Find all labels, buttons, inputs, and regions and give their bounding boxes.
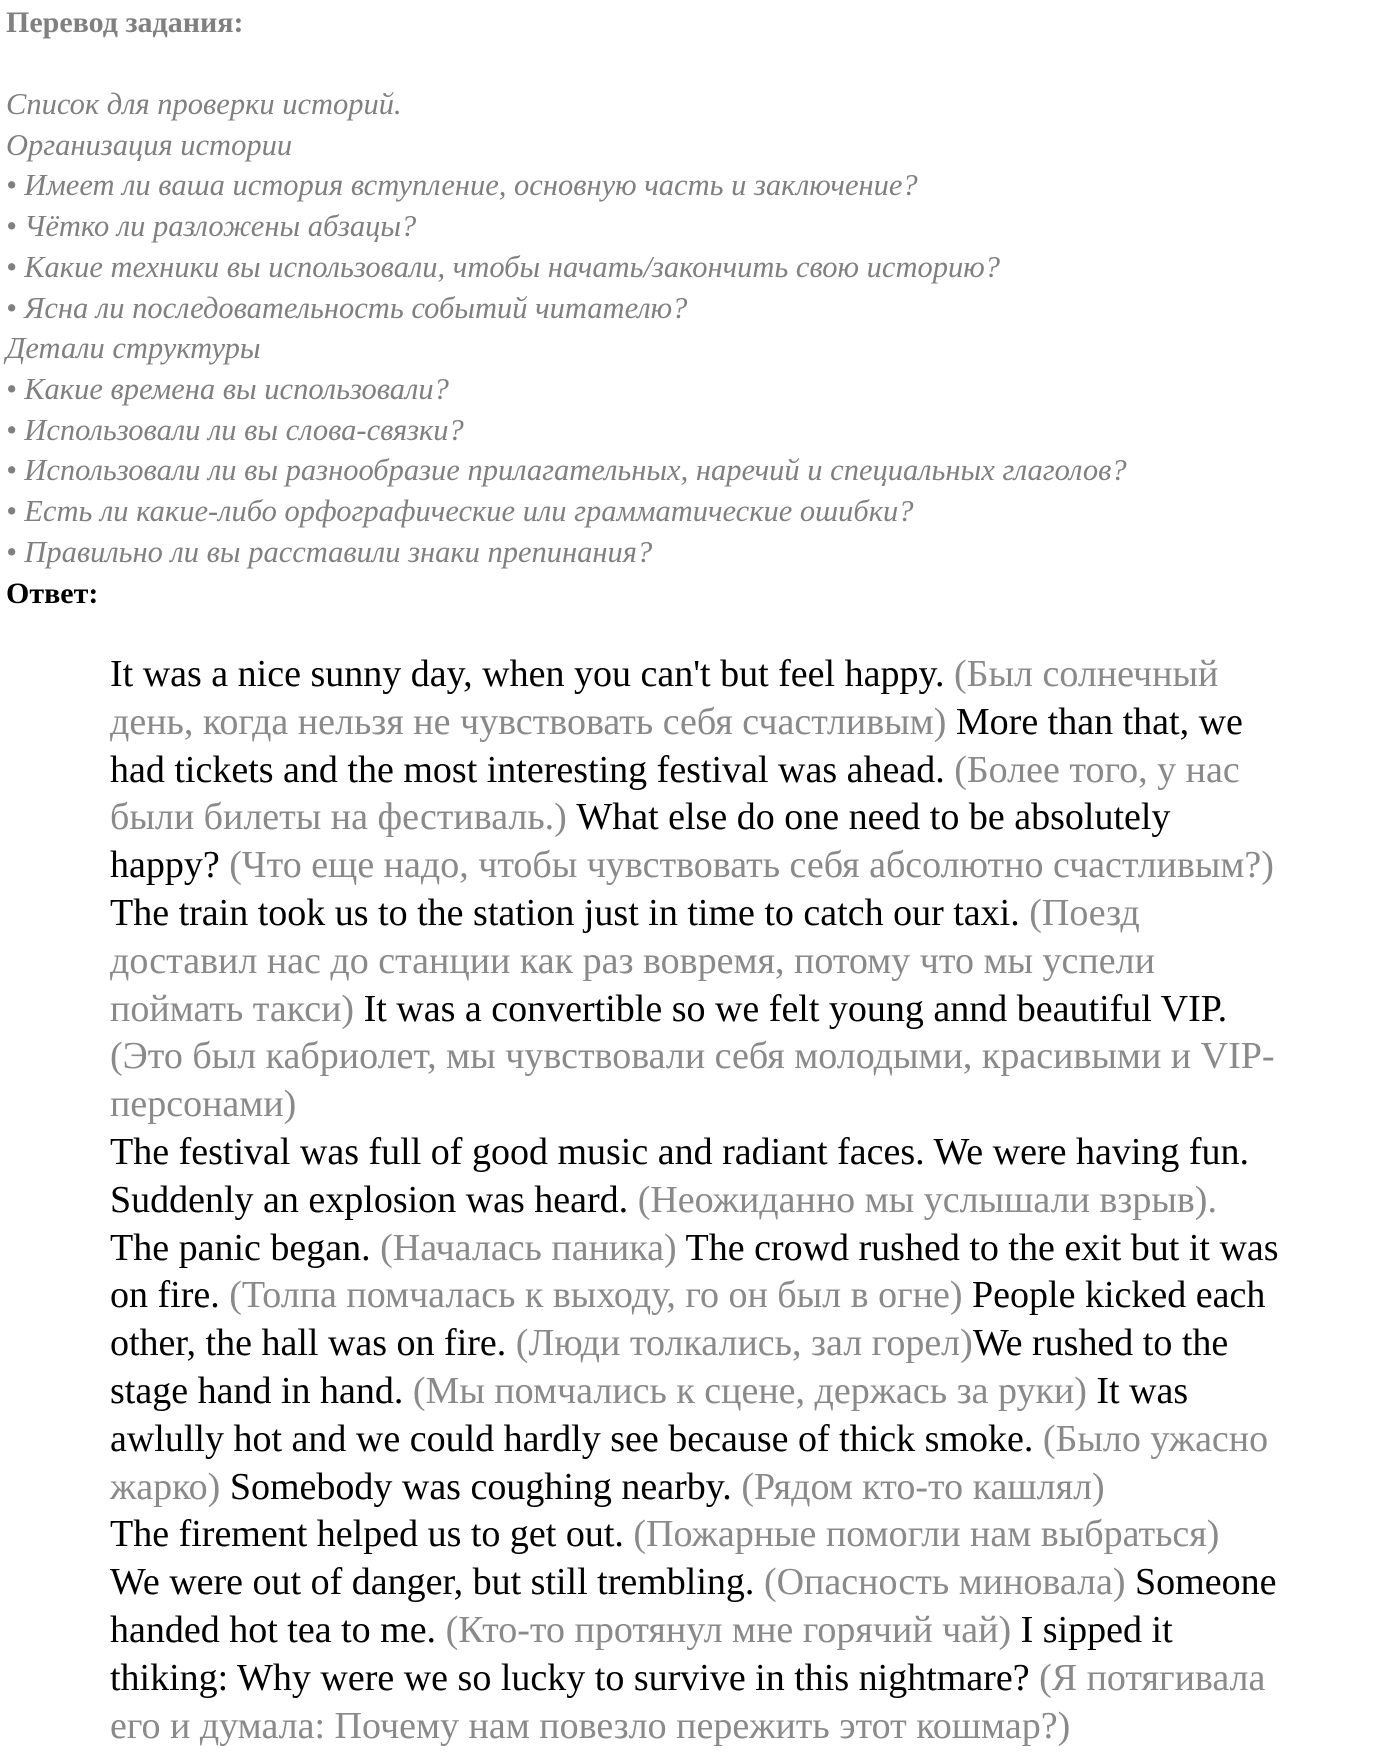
russian-translation-segment: персонами) — [110, 1083, 297, 1126]
english-story-segment: We rushed to the — [972, 1322, 1229, 1365]
checklist-item: • Использовали ли вы слова-связки? — [6, 412, 464, 447]
answer-line — [110, 1081, 1400, 1129]
answer-line — [110, 890, 1400, 938]
english-story-segment: It was a convertible so we felt young annd beautiful VIP. — [363, 987, 1228, 1030]
checklist-item: Детали структуры — [6, 331, 261, 366]
checklist-item: Список для проверки историй. — [6, 87, 402, 121]
answer-line — [110, 1607, 1400, 1655]
english-story-segment: It was a nice sunny day, when you can't but feel happy. — [110, 653, 954, 695]
english-story-segment: Somebody was coughing nearby. — [229, 1465, 742, 1508]
russian-translation-segment: (Началась паника) — [380, 1226, 686, 1269]
russian-translation-segment: жарко) — [110, 1465, 230, 1508]
russian-translation-segment: (Я потягивала — [1039, 1656, 1266, 1699]
russian-translation-segment: (Толпа помчалась к выходу, го он был в огне) — [229, 1274, 973, 1317]
russian-translation-segment: (Пожарные помогли нам выбраться) — [633, 1513, 1220, 1556]
russian-translation-segment: поймать такси) — [110, 987, 364, 1030]
english-story-segment: thiking: Why were we so lucky to survive in this nightmare? — [110, 1656, 1040, 1699]
english-story-segment: I sipped it — [1020, 1608, 1173, 1651]
checklist-item: • Есть ли какие-либо орфографические или грамматические ошибки? — [6, 494, 914, 529]
russian-translation-segment: (Рядом кто-то кашлял) — [741, 1465, 1105, 1508]
english-story-segment: What else do one need to be absolutely — [576, 796, 1171, 839]
checklist-item: • Ясна ли последовательность событий читателю? — [6, 290, 688, 325]
english-story-segment: The crowd rushed to the exit but it was — [685, 1226, 1279, 1269]
english-story-segment: It was — [1096, 1369, 1189, 1412]
english-story-segment: We were out of danger, but still trembling. — [110, 1561, 764, 1604]
checklist-item: • Использовали ли вы разнообразие прилагательных, наречий и специальных глаголов? — [6, 453, 1127, 488]
answer-line — [110, 1703, 1400, 1751]
answer-line — [110, 1272, 1400, 1320]
russian-translation-segment: (Неожиданно мы услышали взрыв). — [637, 1178, 1217, 1221]
checklist-item: • Какие времена вы использовали? — [6, 371, 449, 406]
english-story-segment: awlully hot and we could hardly see because of thick smoke. — [110, 1417, 1043, 1460]
answer-line — [110, 651, 1400, 699]
english-story-segment: The panic began. — [110, 1226, 381, 1269]
checklist-item: • Правильно ли вы расставили знаки препинания? — [6, 534, 653, 569]
english-story-segment: happy? — [110, 844, 230, 887]
answer-heading: Ответ: — [6, 577, 99, 610]
english-story-segment: other, the hall was on fire. — [110, 1322, 516, 1365]
russian-translation-segment: (Опасность миновала) — [763, 1561, 1136, 1604]
task-checklist — [6, 84, 1127, 572]
english-story-segment: stage hand in hand. — [110, 1369, 413, 1412]
russian-translation-segment: (Мы помчались к сцене, держась за руки) — [412, 1369, 1097, 1412]
answer-line — [110, 1033, 1400, 1081]
russian-translation-segment: его и думала: Почему нам повезло пережить этот кошмар?) — [110, 1704, 1071, 1747]
english-story-segment: The train took us to the station just in time to catch our taxi. — [110, 891, 1030, 934]
answer-line — [110, 842, 1400, 890]
english-story-segment: on fire. — [110, 1274, 230, 1317]
checklist-item: • Какие техники вы использовали, чтобы начать/закончить свою историю? — [6, 249, 1001, 284]
checklist-item: • Имеет ли ваша история вступление, основную часть и заключение? — [6, 168, 918, 203]
answer-line — [110, 699, 1400, 747]
answer-line — [110, 938, 1400, 986]
english-story-segment: Someone — [1135, 1561, 1277, 1604]
answer-line — [110, 1368, 1400, 1416]
english-story-segment: handed hot tea to me. — [110, 1608, 446, 1651]
english-story-segment: Suddenly an explosion was heard. — [110, 1178, 638, 1221]
answer-line — [110, 794, 1400, 842]
russian-translation-segment: (Это был кабриолет, мы чувствовали себя молодыми, красивыми и VIP- — [110, 1035, 1275, 1078]
answer-line — [110, 986, 1400, 1034]
answer-line — [110, 1177, 1400, 1225]
checklist-item: • Чётко ли разложены абзацы? — [6, 209, 417, 244]
english-story-segment: The festival was full of good music and radiant faces. We were having fun. — [110, 1130, 1250, 1173]
english-story-segment: had tickets and the most interesting festival was ahead. — [110, 748, 955, 791]
russian-translation-segment: были билеты на фестиваль.) — [110, 796, 577, 839]
answer-text — [110, 651, 1400, 1750]
answer-line — [110, 747, 1400, 795]
answer-line — [110, 1559, 1400, 1607]
russian-translation-segment: (Кто-то протянул мне горячий чай) — [445, 1608, 1021, 1651]
english-story-segment: People kicked each — [972, 1274, 1266, 1317]
answer-line — [110, 1416, 1400, 1464]
english-story-segment: The firement helped us to get out. — [110, 1513, 634, 1556]
russian-translation-segment: (Что еще надо, чтобы чувствовать себя абсолютно счастливым?) — [229, 844, 1274, 887]
english-story-segment: More than that, we — [955, 700, 1243, 743]
answer-line — [110, 1225, 1400, 1273]
russian-translation-segment: (Был солнечный — [954, 653, 1219, 695]
russian-translation-segment: (Более того, у нас — [954, 748, 1240, 791]
task-translation-heading: Перевод задания: — [6, 6, 244, 39]
russian-translation-segment: (Было ужасно — [1042, 1417, 1269, 1460]
answer-line — [110, 1511, 1400, 1559]
answer-line — [110, 1320, 1400, 1368]
answer-line — [110, 1129, 1400, 1177]
answer-line — [110, 1464, 1400, 1512]
russian-translation-segment: (Поезд — [1029, 891, 1140, 934]
russian-translation-segment: (Люди толкались, зал горел) — [515, 1322, 973, 1365]
checklist-item: Организация истории — [6, 127, 293, 162]
russian-translation-segment: день, когда нельзя не чувствовать себя счастливым) — [110, 700, 956, 743]
russian-translation-segment: доставил нас до станции как раз вовремя, потому что мы успели — [110, 939, 1155, 982]
answer-line — [110, 1655, 1400, 1703]
